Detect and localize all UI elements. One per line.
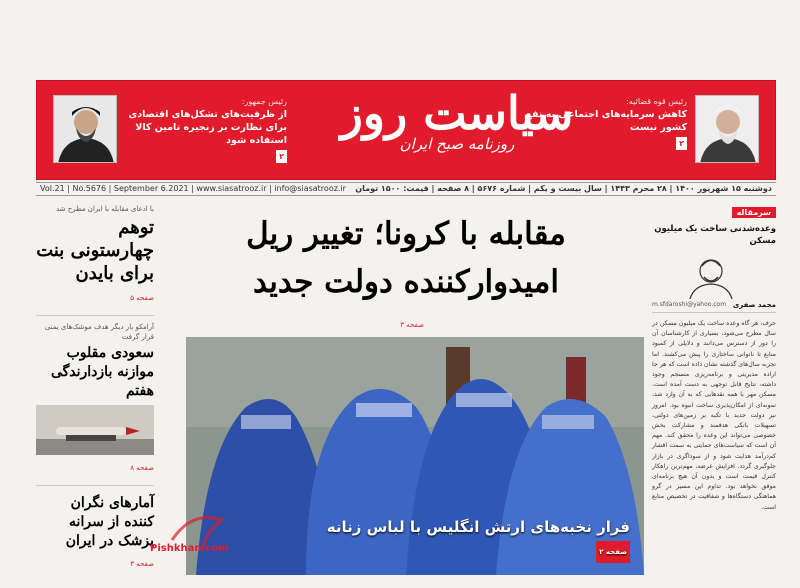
left-story-3[interactable] <box>36 492 154 578</box>
story-kicker: آرامکو بار دیگر هدف موشک‌های یمنی قرار گرفت <box>44 323 154 341</box>
left-column <box>36 200 154 580</box>
caption-page: صفحه ۲ <box>596 541 630 563</box>
author-email: m.sfdaroshi@yahoo.com <box>652 301 727 308</box>
author-sketch <box>682 253 740 299</box>
story-headline: توهم چهارستونی بنت برای بایدن <box>36 217 154 284</box>
editorial-body: حرف، هر گاه وعده ساخت یک میلیون مسکن در سال مطرح می‌شود، بسیاری از کارشناسان آن را دور از دسترس می‌دانند و دلایلی از کمبود منابع تا ناتوانی ساختاری را پیش می‌کشند. اما تجربه سال‌های گذشته نشان داده است که هر جا اراده مدیریتی و برنامه‌ریزی منسجم وجود داشته، نتایج قابل توجهی به دست آمده است. مسکن مهر با همه نقدهایی که به آن وارد شد، نمونه‌ای از امکان‌پذیری ساخت انبوه بود. امروز نیز دولت جدید با تکیه بر زمین‌های دولتی، تسهیلات بانکی هدفمند و مشارکت بخش خصوصی می‌تواند این وعده را محقق کند. مهم آن است که سیاست‌های حمایتی به سمت اقشار کم‌درآمد هدایت شود و از سوداگری در بازار جلوگیری گردد. افزایش عرضه، مهم‌ترین راهکار کنترل قیمت است و بدون آن هیچ برنامه‌ای موفق نخواهد بود. تداوم این مسیر در گرو هماهنگی دستگاه‌ها و شفافیت در تخصیص منابع است. <box>652 320 776 511</box>
issue-info-persian: دوشنبه ۱۵ شهریور ۱۴۰۰ | ۲۸ محرم ۱۴۴۳ | سال بیست و یکم | شماره ۵۶۷۶ | ۸ صفحه | قیمت: ۱۵۰۰ تومان <box>355 184 772 193</box>
judiciary-chief-photo <box>695 95 759 163</box>
author-box <box>652 253 776 313</box>
story-kicker: با ادعای مقابله با ایران مطرح شد <box>55 205 154 213</box>
main-headline-page: صفحه ۳ <box>400 321 424 329</box>
left-story-1[interactable] <box>36 204 154 316</box>
issue-info-latin: Vol.21 | No.5676 | September 6.2021 | www.siasatrooz.ir | info@siasatrooz.ir <box>40 184 346 193</box>
story-page: صفحه ۵ <box>130 294 154 302</box>
left-teaser-text <box>125 95 287 163</box>
story-headline: آمارهای نگران کننده از سرانه پزشک در ایران <box>65 495 154 549</box>
story-page: صفحه ۳ <box>130 560 154 568</box>
author-name: محمد صفری <box>732 301 776 309</box>
caption-text: فرار نخبه‌های ارتش انگلیس با لباس زنانه <box>326 518 630 536</box>
editorial-column <box>652 200 776 584</box>
right-teaser-page: ۲ <box>676 137 687 150</box>
left-teaser-kicker: رئیس جمهور: <box>241 97 287 106</box>
editorial-tag: سرمقاله <box>732 207 776 218</box>
left-teaser-page: ۲ <box>276 150 287 163</box>
masthead <box>36 80 776 180</box>
story-headline: سعودی مقلوب موازنه بازدارندگی هفتم <box>50 345 154 399</box>
left-story-2[interactable] <box>36 322 154 486</box>
burqa-women-photo <box>186 337 644 575</box>
watermark-text: Pishkhan.com <box>150 543 229 554</box>
issue-info-bar <box>36 182 776 196</box>
right-teaser-text <box>525 95 687 150</box>
logo-text: سیاست روز <box>340 86 574 140</box>
left-teaser-body: از ظرفیت‌های تشکل‌های اقتصادی برای نظارت بر زنجیره تامین کالا استفاده شود <box>128 109 287 146</box>
missile-photo <box>36 405 154 455</box>
right-teaser-body: کاهش سرمایه‌های اجتماعی به نفع کشور نیست <box>525 109 687 133</box>
photo-caption[interactable] <box>327 516 630 563</box>
main-headline[interactable]: مقابله با کرونا؛ تغییر ریل امیدوارکننده دولت جدید <box>246 216 566 300</box>
president-photo <box>53 95 117 163</box>
story-page: صفحه ۸ <box>130 464 154 472</box>
right-teaser-kicker: رئیس قوه قضائیه: <box>626 97 687 106</box>
masthead-right-teaser[interactable] <box>519 95 759 167</box>
masthead-left-teaser[interactable] <box>53 95 293 167</box>
editorial-title[interactable]: وعده‌شدنی ساخت یک میلیون مسکن <box>654 224 776 246</box>
logo-subtitle: روزنامه صبح ایران <box>399 135 515 153</box>
